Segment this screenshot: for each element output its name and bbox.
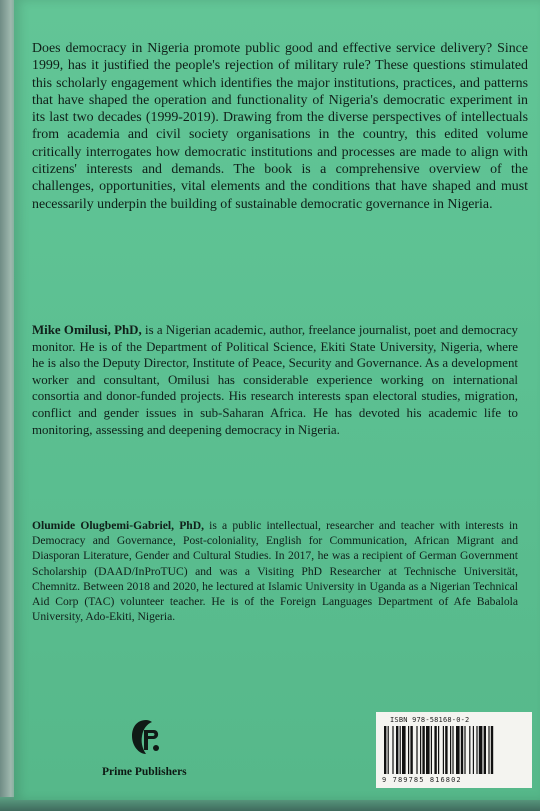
barcode-stripe (476, 726, 477, 774)
barcode-stripe (402, 726, 406, 774)
isbn-label: ISBN 978-58168-0-2 (390, 716, 470, 724)
back-cover (14, 0, 540, 800)
barcode-stripe (452, 726, 453, 774)
barcode-stripe (491, 726, 493, 774)
author-bio-text-olugbemi-gabriel: is a public intellectual, researcher and teacher with interests in Democracy and Governance, Post-coloniality, English for Communication, African Migrant and Diasporan Literature, Gender and Cultural Studies. In 2017, he was a recipient of German Government Scholarship (DAAD/InProTUC) and was a Visiting PhD Researcher at Technische Universität, Chemnitz. Between 2018 and 2020, he lectured at Islamic University in Uganda as a Nigerian Technical Aid Corp (TAC) volunteer teacher. He is of the Foreign Languages Department of Afe Babalola University, Ado-Ekiti, Nigeria. (32, 519, 518, 624)
barcode-stripe (396, 726, 398, 774)
author-bio-olugbemi-gabriel (32, 518, 518, 624)
publisher-name: Prime Publishers (102, 766, 187, 778)
barcode-stripe (438, 726, 439, 774)
barcode-stripe (479, 726, 483, 774)
barcode-stripe (400, 726, 401, 774)
barcode-stripe (473, 726, 474, 774)
barcode-stripe (464, 726, 465, 774)
barcode-stripe (388, 726, 389, 774)
barcode-stripe (422, 726, 424, 774)
barcode-stripe (445, 726, 447, 774)
author-bio-omilusi (32, 322, 518, 438)
barcode-digits: 9 789785 816802 (382, 776, 462, 784)
barcode-stripe (456, 726, 460, 774)
barcode-stripe (420, 726, 421, 774)
barcode-stripe (469, 726, 470, 774)
barcode-stripe (426, 726, 430, 774)
barcode-stripe (416, 726, 417, 774)
barcode-stripe (434, 726, 436, 774)
barcode-stripe (450, 726, 451, 774)
barcode-stripe (408, 726, 409, 774)
barcode-stripe (461, 726, 463, 774)
barcode-stripe (392, 726, 393, 774)
barcode-stripe (410, 726, 412, 774)
barcode-stripe (484, 726, 486, 774)
book-blurb: Does democracy in Nigeria promote public good and effective service delivery? Since 1999, has it justified the people's rejection of military rule? These questions stimulated this scholarly engagement which identifies the major institutions, practices, and patterns that have shaped the operation and functionality of Nigeria's democratic experiment in its last two decades (1999-2019). Drawing from the diverse perspectives of intellectuals from academia and civil society organisations in the country, this edited volume critically interrogates how democratic institutions and processes are made to align with citizens' interests and demands. The book is a comprehensive overview of the challenges, opportunities, vital elements and the conditions that have shaped and must necessarily underpin the building of sustainable democratic governance in Nigeria. (32, 41, 528, 212)
barcode-bars (382, 726, 526, 774)
author-name-omilusi: Mike Omilusi, PhD, (32, 323, 142, 337)
barcode-stripe (488, 726, 489, 774)
barcode-stripe (431, 726, 432, 774)
author-bio-text-omilusi: is a Nigerian academic, author, freelance journalist, poet and democracy monitor. He is of the Department of Political Science, Ekiti State University, Nigeria, where he is also the Deputy Director, Institute of Peace, Security and Governance. As a development worker and consultant, Omilusi has considerable experience working on international consortia and donor-funded projects. His research interests span electoral studies, migration, conflict and gender issues in sub-Saharan Africa. He has devoted his academic life to monitoring, assessing and deepening democracy in Nigeria. (32, 323, 519, 437)
author-name-olugbemi-gabriel: Olumide Olugbemi-Gabriel, PhD, (32, 519, 204, 532)
barcode-stripe (443, 726, 444, 774)
isbn-barcode (376, 712, 532, 788)
barcode-stripe (384, 726, 386, 774)
prime-publishers-logo-icon (130, 718, 162, 756)
